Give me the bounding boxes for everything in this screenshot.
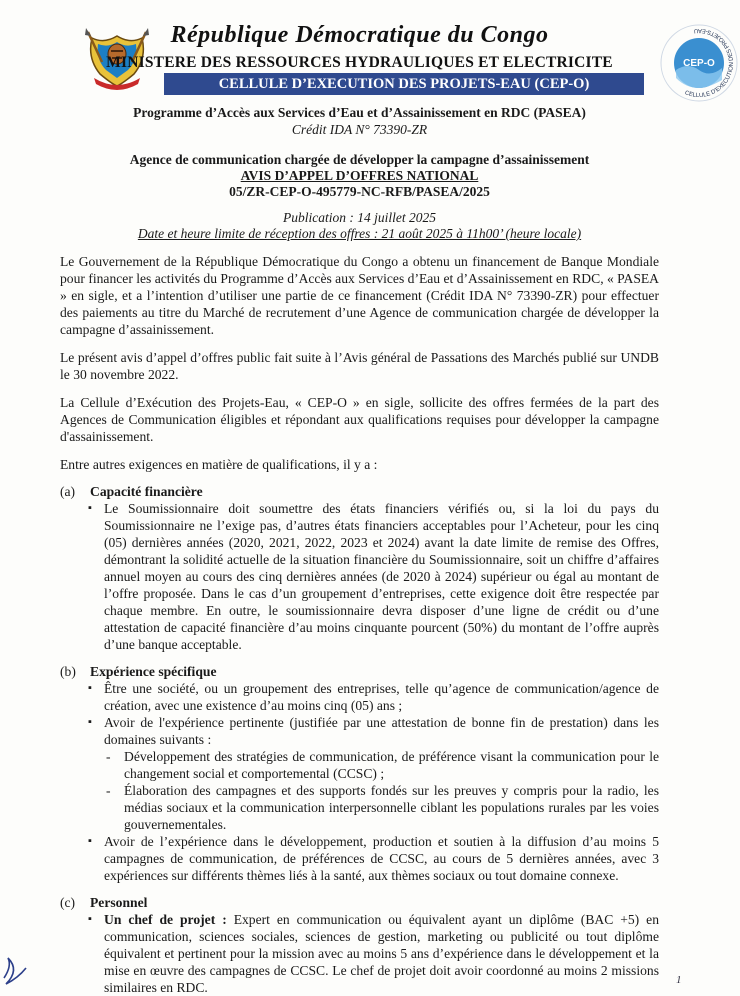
section-heading (60, 483, 659, 500)
list-item-text: Avoir de l'expérience pertinente (justifiée par une attestation de bonne fin de prestation) dans les domaines suivants : (104, 715, 659, 747)
section-title: Capacité financière (90, 484, 203, 499)
handwritten-mark-icon (0, 948, 30, 988)
credit-reference: Crédit IDA N° 73390-ZR (291, 122, 428, 137)
letterhead (60, 0, 736, 100)
paragraph-general-notice: Le présent avis d’appel d’offres public fait suite à l’Avis général de Passations des Marchés publié sur UNDB le 30 novembre 2022. (60, 350, 659, 382)
section-letter: (c) (60, 895, 76, 910)
notice-title: AVIS D’APPEL D’OFFRES NATIONAL (240, 168, 479, 183)
list-item-text: Expert en communication ou équivalent ayant un diplôme (BAC +5) en communication, sciences sociales, sciences de gestion, marketing ou publicité ou tout diplôme équivalent et pertinent pour la mission avec au moins 5 ans d’expérience dans le développement et la mise en œuvre des campagnes de CCSC. Le chef de projet doit avoir coordonné au moins 2 missions similaires en RDC. (104, 912, 660, 995)
list-item-label: Un chef de projet : (104, 912, 227, 927)
dash-item: - Élaboration des campagnes et des supports fondés sur les preuves y compris pour la radio, les médias sociaux et la communication interpersonnelle ciblant les populations rurales par les voies gouvernementales. (104, 782, 659, 833)
section-financial-capacity (60, 483, 659, 653)
section-specific-experience (60, 663, 659, 884)
section-heading (60, 894, 659, 911)
paragraph-solicitation: La Cellule d’Exécution des Projets-Eau, « CEP-O » en sigle, sollicite des offres fermées de la part des Agences de Communication éligibles et répondant aux qualifications requises pour développer la campagne d'assainissement. (60, 395, 659, 444)
republic-title: République Démocratique du Congo (170, 22, 549, 48)
cellule-banner: CELLULE D’EXECUTION DES PROJETS-EAU (CEP-O) (164, 73, 644, 95)
bullet-list (60, 911, 659, 996)
bullet-list (60, 680, 659, 884)
section-personnel (60, 894, 659, 996)
section-heading (60, 663, 659, 680)
submission-deadline: Date et heure limite de réception des offres : 21 août 2025 à 11h00’ (heure locale) (137, 226, 582, 241)
publication-date: Publication : 14 juillet 2025 (283, 210, 436, 225)
paragraph-qualifications-intro: Entre autres exigences en matière de qualifications, il y a : (60, 457, 378, 472)
paragraph-financing: Le Gouvernement de la République Démocratique du Congo a obtenu un financement de Banque Mondiale pour financer les activités du Programme d’Accès aux Services d’Eau et d’Assainissement en RDC, « PASEA » en sigle, et a l’intention d’utiliser une partie de ce financement (Crédit IDA N° 73390-ZR) pour effectuer des paiements au titre du Marché de recrutement d’une Agence de communication chargée de développer la campagne d’assainissement. (60, 254, 659, 337)
logo-ring-text: CELLULE D'EXECUTION DES PROJETS-EAU (683, 26, 736, 100)
list-item (90, 714, 659, 833)
list-item: ▪ Être une société, ou un groupement des entreprises, telle qu’agence de communication/agence de création, avec une existence d’au moins cinq (05) ans ; (90, 680, 659, 714)
notice-reference: 05/ZR-CEP-O-495779-NC-RFB/PASEA/2025 (229, 184, 490, 199)
page-number: 1 (676, 974, 682, 986)
section-letter: (a) (60, 484, 76, 499)
list-item: ▪ Le Soumissionnaire doit soumettre des états financiers vérifiés ou, si la loi du pays du Soumissionnaire ne l’exige pas, d’autres états financiers acceptables pour l’Acheteur, pour les cinq (05) dernières années (2020, 2021, 2022, 2023 et 2024) avant la date limite de remise des Offres, démontrant la solidité actuelle de la situation financière du Soumissionnaire, soit un chiffre d’affaires annuel moyen au cours des cinq dernières années (de 2020 à 2024) supérieur ou égal au montant de l’offre proposée. Dans le cas d’un groupement d’entreprises, cette exigence doit être respectée par chaque membre. En outre, le soumissionnaire devra disposer d’une ligne de crédit ou d’une attestation de capacité financière d’au moins cinquante pourcent (50%) du montant de l’offre auprès d’une banque acceptable. (90, 500, 659, 653)
program-title: Programme d’Accès aux Services d’Eau et d’Assainissement en RDC (PASEA) (133, 105, 586, 120)
cep-o-logo-icon (658, 22, 740, 104)
logo-text: CEP-O (683, 58, 715, 69)
list-item (90, 911, 659, 996)
list-item: ▪ Avoir de l’expérience dans le développement, production et soutien à la diffusion d’au moins 5 campagnes de communication, de préférences de CCSC, au cours de 5 dernières années, avec 3 expériences sur différents thèmes liés à la santé, aux thèmes sociaux ou tout domaine connexe. (90, 833, 659, 884)
dash-item: - Développement des stratégies de communication, de préférence visant la communication pour le changement social et comportemental (CCSC) ; (104, 748, 659, 782)
agency-subject: Agence de communication chargée de développer la campagne d’assainissement (129, 152, 590, 167)
section-title: Expérience spécifique (90, 664, 217, 679)
bullet-list (60, 500, 659, 653)
section-letter: (b) (60, 664, 76, 679)
dash-list (104, 748, 659, 833)
ministry-title: MINISTERE DES RESSOURCES HYDRAULIQUES ET ELECTRICITE (106, 54, 613, 71)
section-title: Personnel (90, 895, 148, 910)
